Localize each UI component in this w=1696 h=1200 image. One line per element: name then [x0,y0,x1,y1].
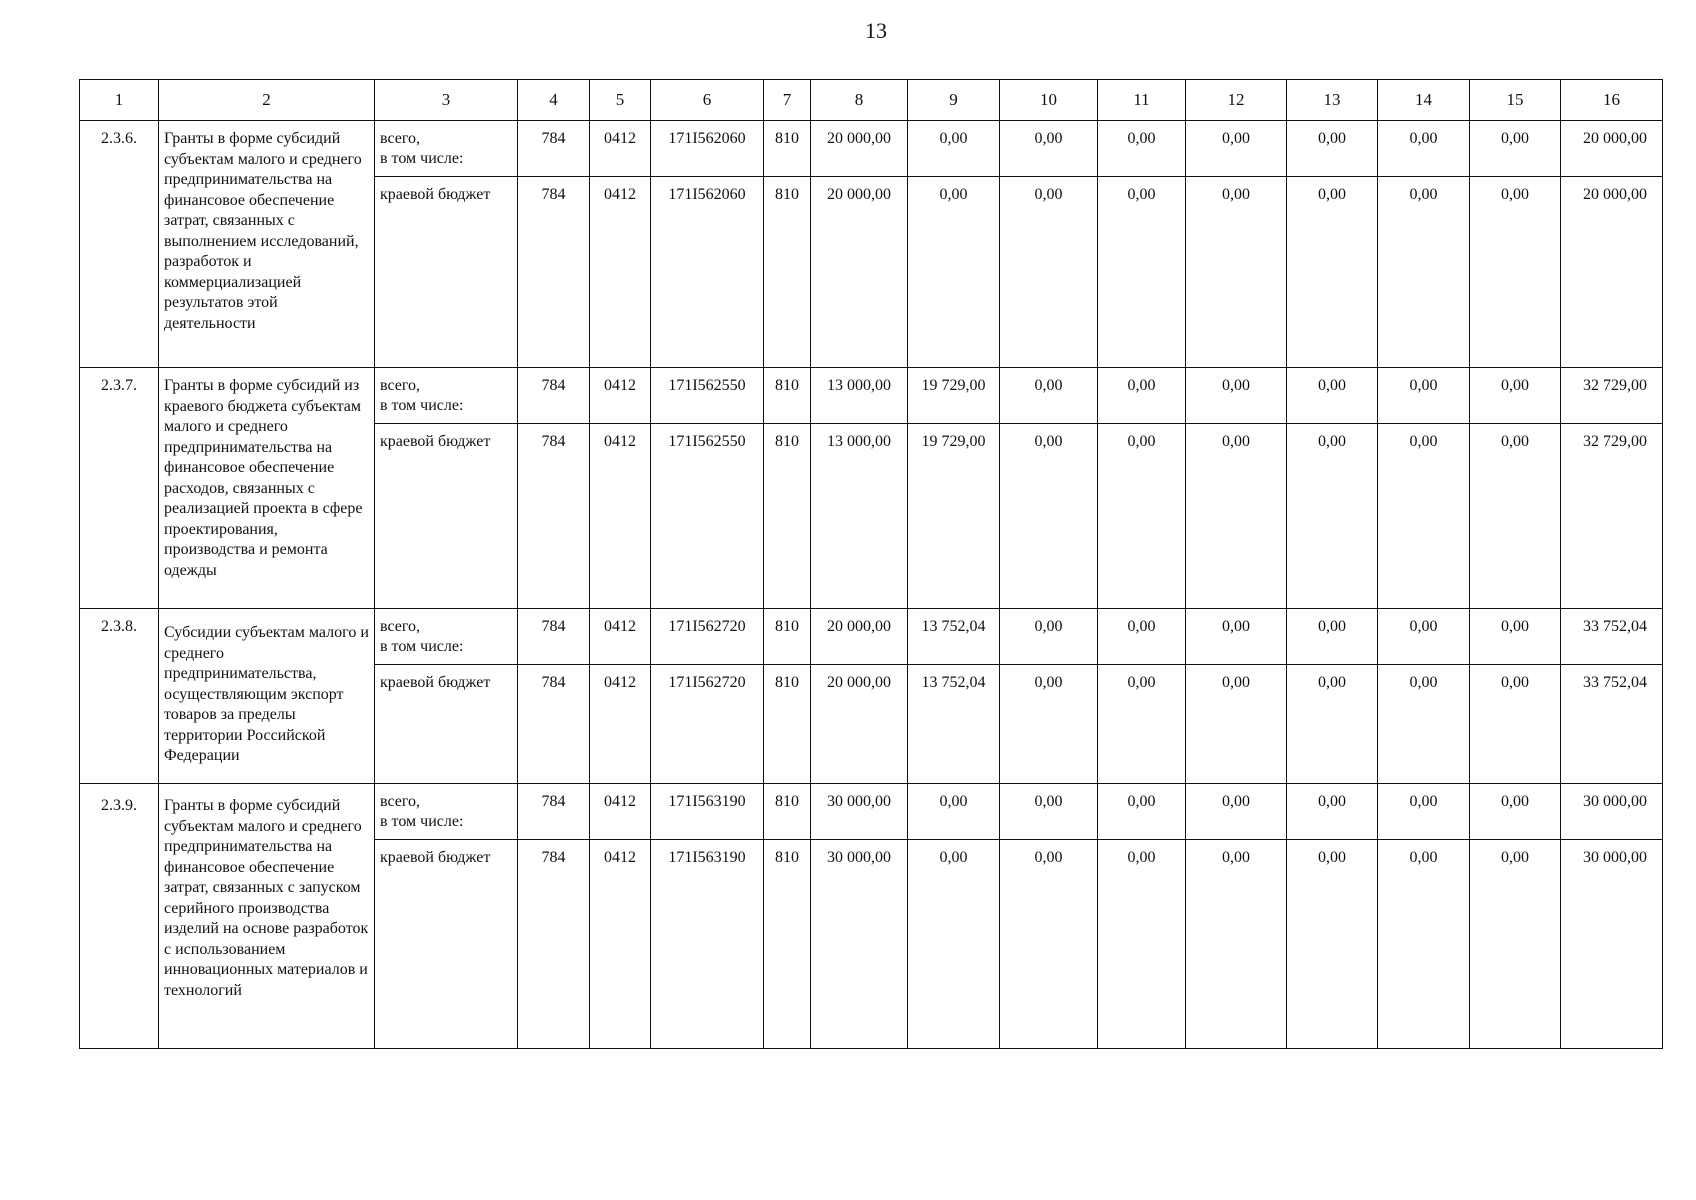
table-cell: 20 000,00 [811,609,908,665]
item-name: Гранты в форме субсидий из краевого бюджета субъектам малого и среднего предпринимательства на финансовое обеспечение расходов, связанных с реализацией проекта в сфере проектирования, производства и ремонта одежды [159,368,375,609]
table-cell: 0,00 [1378,784,1470,840]
table-cell: 30 000,00 [1561,840,1663,1049]
table-cell: 784 [518,121,590,177]
header-cell: 1 [80,80,159,121]
header-row [80,80,1663,121]
table-cell: 0,00 [1098,424,1186,609]
table-cell: 784 [518,609,590,665]
table-cell: 0,00 [1000,609,1098,665]
table-cell: 810 [764,121,811,177]
table-cell: 0,00 [1098,609,1186,665]
table-cell: 33 752,04 [1561,609,1663,665]
table-row [80,121,1663,177]
table-cell: 0412 [590,368,651,424]
table-cell: 0,00 [1000,784,1098,840]
table-cell: 0412 [590,609,651,665]
table-cell: 0,00 [1186,368,1287,424]
table-cell: 0,00 [1000,368,1098,424]
table-cell: 810 [764,424,811,609]
table-cell: 0,00 [1287,368,1378,424]
header-cell: 7 [764,80,811,121]
item-number: 2.3.6. [80,121,159,368]
table-cell: 0,00 [1470,368,1561,424]
table-cell: 0,00 [1186,177,1287,368]
table-cell: 171I563190 [651,784,764,840]
table-cell: 0,00 [1287,424,1378,609]
table-cell: 0,00 [1098,121,1186,177]
table-cell: 32 729,00 [1561,368,1663,424]
table-cell: 0,00 [1470,177,1561,368]
table-cell: 33 752,04 [1561,665,1663,784]
table-cell: 0,00 [908,121,1000,177]
table-cell: 784 [518,368,590,424]
table-cell: 0,00 [1098,784,1186,840]
table-cell: 0,00 [1098,665,1186,784]
table-cell: 171I562550 [651,368,764,424]
table-cell: 20 000,00 [1561,121,1663,177]
table-cell: 810 [764,665,811,784]
table-cell: 0,00 [1287,784,1378,840]
table-cell: 0,00 [1378,424,1470,609]
table-cell: 0,00 [1287,177,1378,368]
table-cell: 0,00 [1186,840,1287,1049]
table-cell: 0,00 [1000,840,1098,1049]
table-cell: 0,00 [1186,424,1287,609]
table-cell: 13 752,04 [908,665,1000,784]
table-cell: 171I562060 [651,177,764,368]
table-cell: 0,00 [908,840,1000,1049]
table-cell: 0,00 [1470,121,1561,177]
table-cell: 784 [518,665,590,784]
table-cell: 171I563190 [651,840,764,1049]
table-cell: 0,00 [1378,177,1470,368]
item-number: 2.3.7. [80,368,159,609]
table-cell: 171I562550 [651,424,764,609]
header-cell: 11 [1098,80,1186,121]
item-name: Гранты в форме субсидий субъектам малого и среднего предпринимательства на финансовое обеспечение затрат, связанных с выполнением исследований, разработок и коммерциализацией результатов этой деятельности [159,121,375,368]
table-row [80,609,1663,665]
budget-table [79,79,1663,1049]
table-cell: 0,00 [908,784,1000,840]
table-cell: 0,00 [1378,609,1470,665]
table-cell: 0,00 [1378,368,1470,424]
item-name: Субсидии субъектам малого и среднего предпринимательства, осуществляющим экспорт товаров за пределы территории Российской Федерации [159,609,375,784]
table-cell: 810 [764,177,811,368]
table-cell: 13 000,00 [811,424,908,609]
table-cell: 0,00 [1000,121,1098,177]
table-cell: 0,00 [1000,665,1098,784]
header-cell: 8 [811,80,908,121]
table-cell: 20 000,00 [811,121,908,177]
table-cell: 0,00 [1378,665,1470,784]
funding-source: краевой бюджет [375,840,518,1049]
item-name: Гранты в форме субсидий субъектам малого и среднего предпринимательства на финансовое обеспечение затрат, связанных с запуском серийного производства изделий на основе разработок с использованием инновационных материалов и технологий [159,784,375,1049]
table-cell: 0,00 [1287,665,1378,784]
header-cell: 16 [1561,80,1663,121]
header-cell: 10 [1000,80,1098,121]
header-cell: 2 [159,80,375,121]
header-cell: 6 [651,80,764,121]
header-cell: 12 [1186,80,1287,121]
item-number: 2.3.9. [80,784,159,1049]
table-cell: 20 000,00 [1561,177,1663,368]
table-cell: 784 [518,840,590,1049]
table-cell: 30 000,00 [1561,784,1663,840]
table-cell: 784 [518,177,590,368]
table-cell: 20 000,00 [811,665,908,784]
table-cell: 0412 [590,177,651,368]
table-cell: 0,00 [1186,609,1287,665]
table-cell: 0,00 [1470,840,1561,1049]
table-cell: 810 [764,609,811,665]
table-cell: 171I562720 [651,609,764,665]
table-cell: 32 729,00 [1561,424,1663,609]
table-cell: 30 000,00 [811,840,908,1049]
table-cell: 0412 [590,424,651,609]
table-cell: 171I562720 [651,665,764,784]
table-cell: 0,00 [1000,424,1098,609]
table-cell: 0,00 [1470,784,1561,840]
table-cell: 0,00 [1186,784,1287,840]
table-cell: 784 [518,784,590,840]
table-cell: 0,00 [1098,840,1186,1049]
funding-source: краевой бюджет [375,665,518,784]
table-cell: 0412 [590,121,651,177]
header-cell: 14 [1378,80,1470,121]
funding-source: всего, в том числе: [375,784,518,840]
table-cell: 0,00 [1287,121,1378,177]
page-number: 13 [865,18,887,43]
table-cell: 19 729,00 [908,424,1000,609]
table-cell: 0,00 [1000,177,1098,368]
table-cell: 0412 [590,784,651,840]
table-cell: 0,00 [1098,177,1186,368]
funding-source: краевой бюджет [375,177,518,368]
table-cell: 13 752,04 [908,609,1000,665]
table-cell: 0,00 [908,177,1000,368]
funding-source: краевой бюджет [375,424,518,609]
table-cell: 0,00 [1287,609,1378,665]
table-cell: 30 000,00 [811,784,908,840]
table-cell: 13 000,00 [811,368,908,424]
header-cell: 9 [908,80,1000,121]
table-cell: 20 000,00 [811,177,908,368]
table-cell: 810 [764,784,811,840]
header-cell: 5 [590,80,651,121]
funding-source: всего, в том числе: [375,609,518,665]
funding-source: всего, в том числе: [375,368,518,424]
table-cell: 171I562060 [651,121,764,177]
header-cell: 13 [1287,80,1378,121]
table-cell: 0,00 [1470,424,1561,609]
table-cell: 0412 [590,665,651,784]
header-cell: 3 [375,80,518,121]
table-cell: 810 [764,840,811,1049]
table-cell: 0,00 [1378,840,1470,1049]
table-cell: 0,00 [1186,121,1287,177]
table-cell: 784 [518,424,590,609]
header-cell: 15 [1470,80,1561,121]
item-number: 2.3.8. [80,609,159,784]
funding-source: всего, в том числе: [375,121,518,177]
table-row [80,784,1663,840]
table-cell: 0,00 [1470,665,1561,784]
table-row [80,368,1663,424]
table-cell: 0,00 [1378,121,1470,177]
table-cell: 0,00 [1098,368,1186,424]
table-cell: 0,00 [1287,840,1378,1049]
table-cell: 0412 [590,840,651,1049]
table-cell: 19 729,00 [908,368,1000,424]
header-cell: 4 [518,80,590,121]
table-cell: 0,00 [1470,609,1561,665]
table-cell: 810 [764,368,811,424]
table-cell: 0,00 [1186,665,1287,784]
